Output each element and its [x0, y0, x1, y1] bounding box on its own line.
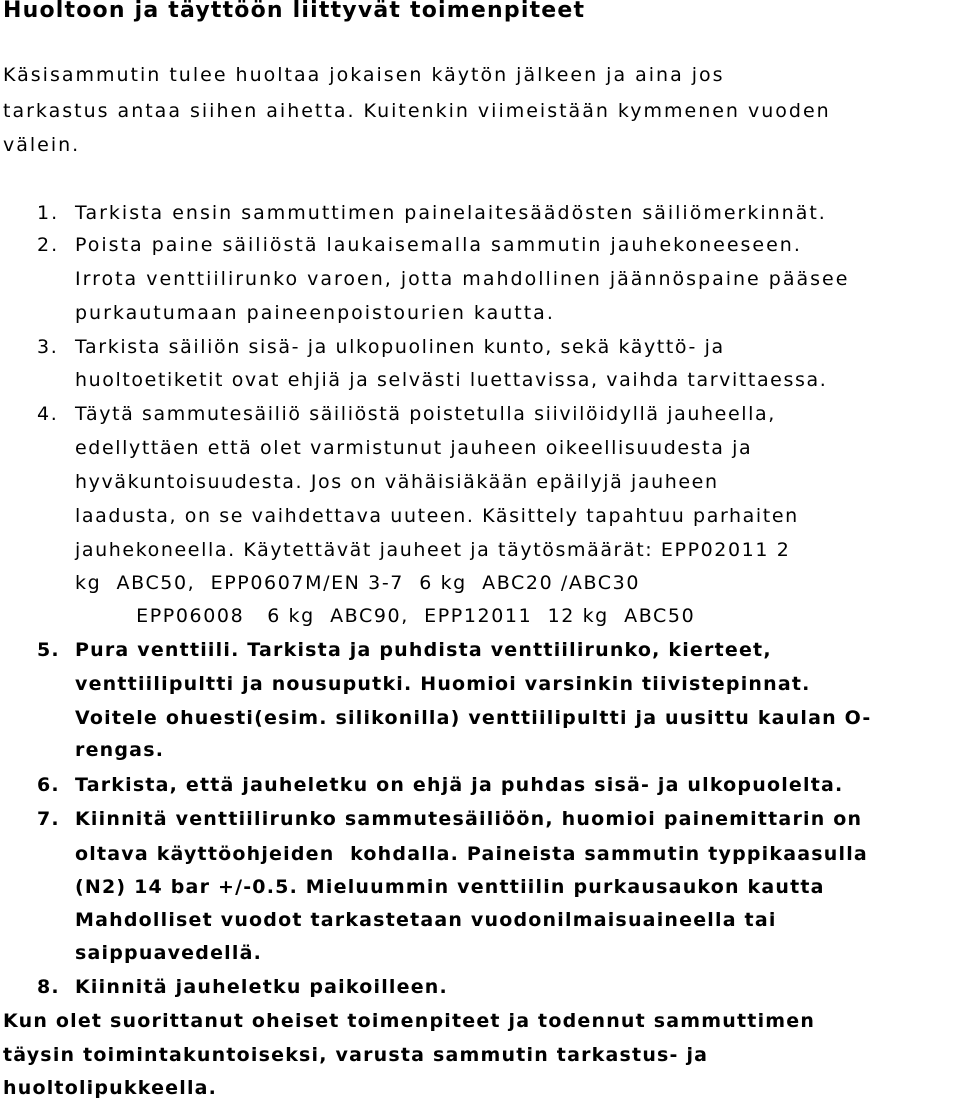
closing-line-1: Kun olet suorittanut oheiset toimenpiteet ja todennut sammuttimen — [3, 1010, 816, 1032]
step-number: 4. — [37, 403, 59, 425]
step-line: oltava käyttöohjeiden kohdalla. Paineista sammutin typpikaasulla — [75, 843, 868, 865]
step-line: laadusta, on se vaihdettava uuteen. Käsittely tapahtuu parhaiten — [75, 505, 799, 527]
step-line: venttiilipultti ja nousuputki. Huomioi varsinkin tiivistepinnat. — [75, 673, 811, 695]
step-line: jauhekoneella. Käytettävät jauheet ja täytösmäärät: EPP02011 2 — [75, 539, 791, 561]
step-line: Kiinnitä venttiilirunko sammutesäiliöön, huomioi painemittarin on — [75, 808, 863, 830]
step-line: edellyttäen että olet varmistunut jauheen oikeellisuudesta ja — [75, 437, 753, 459]
step-line: EPP06008 6 kg ABC90, EPP12011 12 kg ABC50 — [75, 605, 696, 627]
intro-line-2: tarkastus antaa siihen aihetta. Kuitenkin viimeistään kymmenen vuoden — [3, 100, 831, 122]
step-line: Poista paine säiliöstä laukaisemalla sammutin jauhekoneeseen. — [75, 234, 802, 256]
step-line: Tarkista ensin sammuttimen painelaitesäädösten säiliömerkinnät. — [75, 202, 827, 224]
step-line: purkautumaan paineenpoistourien kautta. — [75, 302, 555, 324]
step-line: (N2) 14 bar +/-0.5. Mieluummin venttiilin purkausaukon kautta — [75, 876, 825, 898]
step-line: Tarkista säiliön sisä- ja ulkopuolinen kunto, sekä käyttö- ja — [75, 336, 725, 358]
page-title: Huoltoon ja täyttöön liittyvät toimenpiteet — [3, 0, 586, 23]
step-number: 2. — [37, 234, 60, 256]
step-line: Tarkista, että jauheletku on ehjä ja puhdas sisä- ja ulkopuolelta. — [75, 774, 844, 796]
step-line: Irrota venttiilirunko varoen, jotta mahdollinen jäännöspaine pääsee — [75, 268, 850, 290]
step-line: kg ABC50, EPP0607M/EN 3-7 6 kg ABC20 /ABC30 — [75, 572, 641, 594]
closing-line-3: huoltolipukkeella. — [3, 1077, 218, 1099]
step-line: Pura venttiili. Tarkista ja puhdista venttiilirunko, kierteet, — [75, 639, 772, 661]
step-number: 6. — [37, 774, 60, 796]
step-line: Kiinnitä jauheletku paikoilleen. — [75, 976, 448, 998]
intro-line-3: välein. — [3, 134, 81, 156]
step-number: 8. — [37, 976, 60, 998]
step-number: 1. — [37, 202, 60, 224]
step-line: huoltoetiketit ovat ehjiä ja selvästi luettavissa, vaihda tarvittaessa. — [75, 369, 828, 391]
step-line: hyväkuntoisuudesta. Jos on vähäisiäkään epäilyjä jauheen — [75, 471, 719, 493]
step-number: 3. — [37, 336, 59, 358]
step-line: rengas. — [75, 739, 165, 761]
intro-line-1: Käsisammutin tulee huoltaa jokaisen käytön jälkeen ja aina jos — [3, 64, 725, 86]
step-line: Täytä sammutesäiliö säiliöstä poistetulla siivilöidyllä jauheella, — [75, 403, 776, 425]
step-line: saippuavedellä. — [75, 942, 263, 964]
step-line: Mahdolliset vuodot tarkastetaan vuodonilmaisuaineella tai — [75, 909, 777, 931]
step-number: 7. — [37, 808, 60, 830]
step-line: Voitele ohuesti(esim. silikonilla) venttiilipultti ja uusittu kaulan O- — [75, 707, 872, 729]
step-number: 5. — [37, 639, 60, 661]
closing-line-2: täysin toimintakuntoiseksi, varusta sammutin tarkastus- ja — [3, 1044, 709, 1066]
